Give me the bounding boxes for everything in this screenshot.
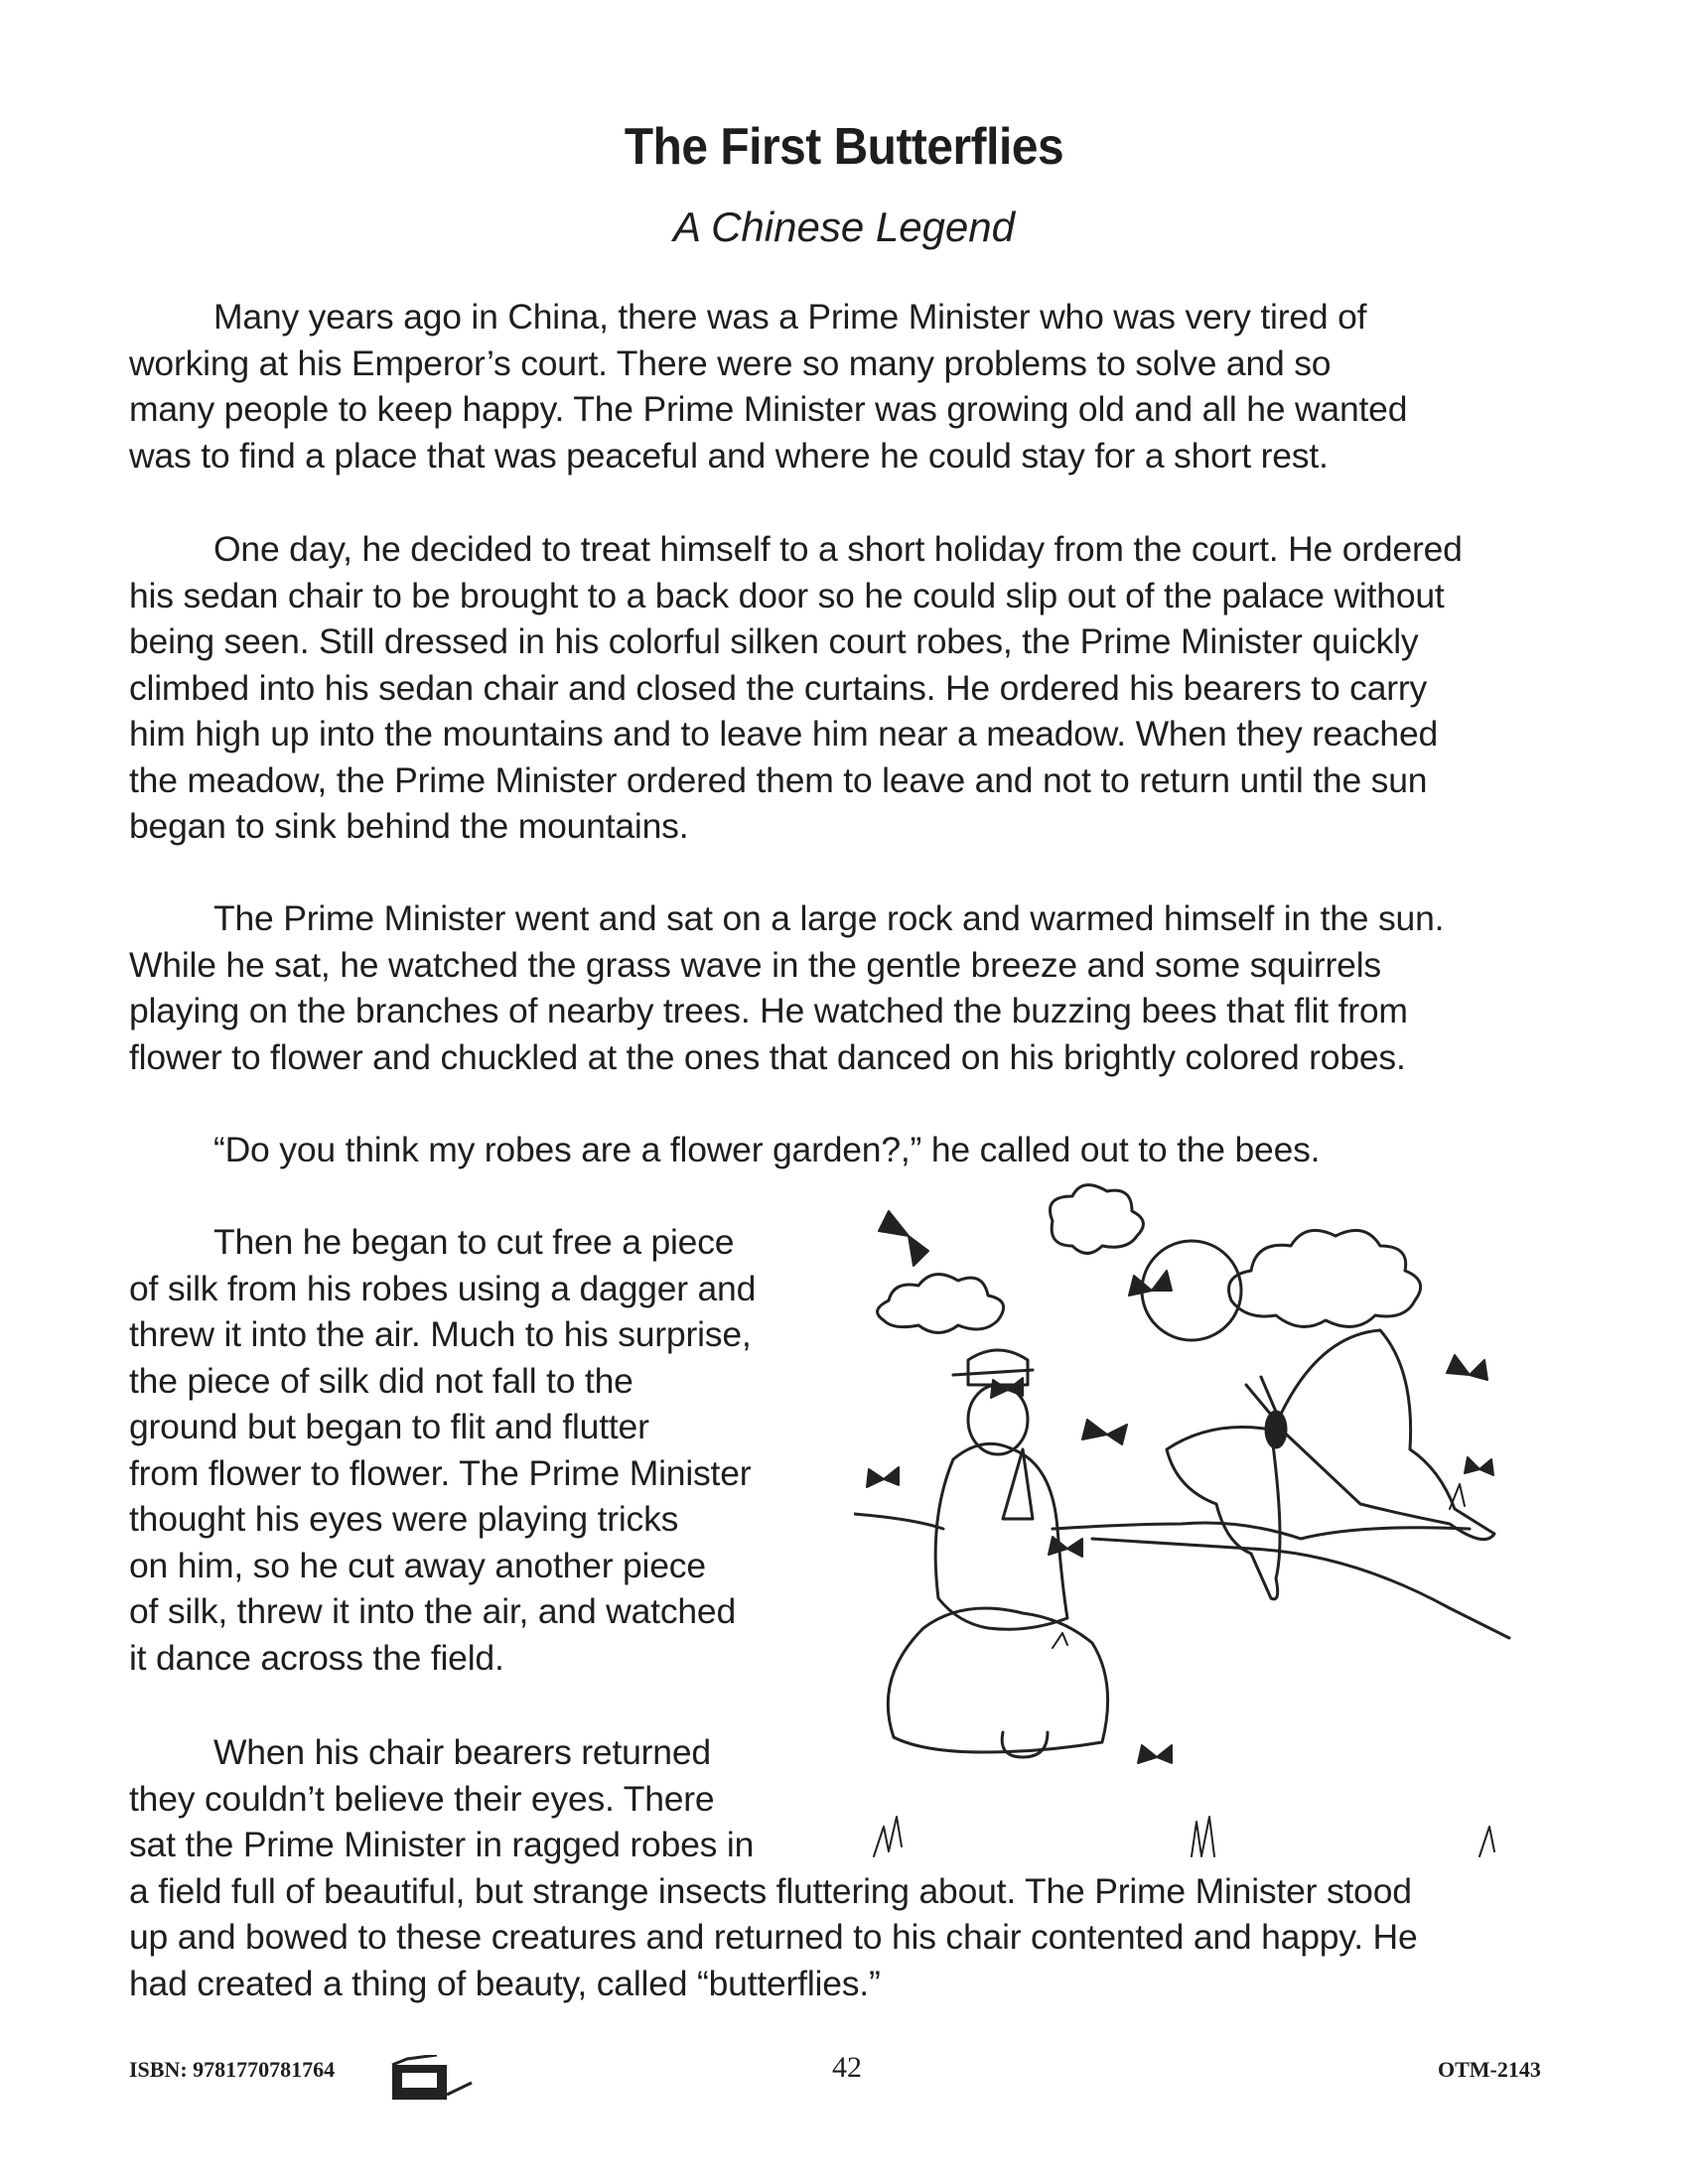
text-line: The Prime Minister went and sat on a large rock and warmed himself in the sun.	[213, 898, 1445, 938]
text-line: playing on the branches of nearby trees. He watched the buzzing bees that flit from	[129, 991, 1408, 1030]
text-line: One day, he decided to treat himself to a short holiday from the court. He ordered	[213, 529, 1463, 569]
text-line: up and bowed to these creatures and returned to his chair contented and happy. He	[129, 1917, 1418, 1957]
text-line: climbed into his sedan chair and closed the curtains. He ordered his bearers to carry	[129, 667, 1428, 708]
text-line: Then he began to cut free a piece	[213, 1222, 735, 1262]
text-line: a field full of beautiful, but strange insects fluttering about. The Prime Minister stood	[129, 1870, 1412, 1911]
text-line: was to find a place that was peaceful and where he could stay for a short rest.	[129, 435, 1329, 476]
text-line: from flower to flower. The Prime Minister	[129, 1452, 752, 1493]
text-line: When his chair bearers returned	[213, 1732, 711, 1772]
paragraph-5	[129, 1219, 756, 1681]
text-line: the meadow, the Prime Minister ordered them to leave and not to return until the sun	[129, 759, 1428, 800]
butterfly-icon	[1082, 1420, 1127, 1444]
text-line: on him, so he cut away another piece	[129, 1545, 706, 1585]
text-line: of silk from his robes using a dagger and	[129, 1268, 757, 1308]
paragraph-4	[129, 1127, 1320, 1173]
butterfly-icon	[1129, 1271, 1172, 1296]
text-line: began to sink behind the mountains.	[129, 806, 689, 846]
butterfly-icon	[867, 1467, 899, 1487]
text-line: Many years ago in China, there was a Prime Minister who was very tired of	[213, 297, 1367, 337]
text-line: the piece of silk did not fall to the	[129, 1360, 633, 1401]
text-line: had created a thing of beauty, called “butterflies.”	[129, 1963, 881, 2003]
cloud-icon	[1051, 1185, 1144, 1254]
hill-line	[854, 1514, 1509, 1638]
butterfly-icon	[1465, 1457, 1493, 1475]
paragraph-2	[129, 526, 1463, 850]
page-subtitle: A Chinese Legend	[672, 204, 1016, 250]
text-line: many people to keep happy. The Prime Minister was growing old and all he wanted	[129, 389, 1408, 429]
text-line: threw it into the air. Much to his surprise,	[129, 1314, 752, 1354]
text-line: working at his Emperor’s court. There were so many problems to solve and so	[129, 342, 1332, 383]
text-line: ground but began to flit and flutter	[129, 1407, 649, 1446]
butterfly-icon	[1447, 1355, 1487, 1380]
text-line: being seen. Still dressed in his colorful silken court robes, the Prime Minister quickly	[129, 621, 1419, 661]
text-line: him high up into the mountains and to leave him near a meadow. When they reached	[129, 714, 1439, 753]
page-title: The First Butterflies	[624, 118, 1064, 176]
text-line: of silk, threw it into the air, and watched	[129, 1591, 737, 1631]
butterfly-icon	[1138, 1745, 1172, 1763]
butterfly-large	[1167, 1330, 1494, 1599]
butterfly-icon	[1049, 1537, 1082, 1557]
text-line: thought his eyes were playing tricks	[129, 1499, 679, 1539]
cloud-icon	[1229, 1230, 1421, 1326]
butterfly-icon	[879, 1211, 928, 1266]
text-line: it dance across the field.	[129, 1637, 504, 1678]
paragraph-1	[129, 294, 1407, 478]
text-line: While he sat, he watched the grass wave in the gentle breeze and some squirrels	[129, 944, 1381, 985]
text-line: they couldn’t believe their eyes. There	[129, 1778, 715, 1819]
text-line: flower to flower and chuckled at the ones that danced on his brightly colored robes.	[129, 1036, 1406, 1077]
isbn-label: ISBN: 9781770781764	[129, 2057, 336, 2082]
butterflies-illustration	[854, 1181, 1549, 1866]
product-code: OTM-2143	[1438, 2057, 1541, 2082]
copier-icon	[387, 2055, 487, 2105]
page-number: 42	[832, 2051, 862, 2084]
cloud-icon	[878, 1275, 1004, 1333]
text-line: his sedan chair to be brought to a back door so he could slip out of the palace without	[129, 575, 1445, 615]
text-line: sat the Prime Minister in ragged robes in	[129, 1825, 755, 1864]
grass-tufts	[874, 1484, 1494, 1856]
text-line: “Do you think my robes are a flower garden?,” he called out to the bees.	[213, 1130, 1321, 1169]
paragraph-3	[129, 895, 1444, 1080]
